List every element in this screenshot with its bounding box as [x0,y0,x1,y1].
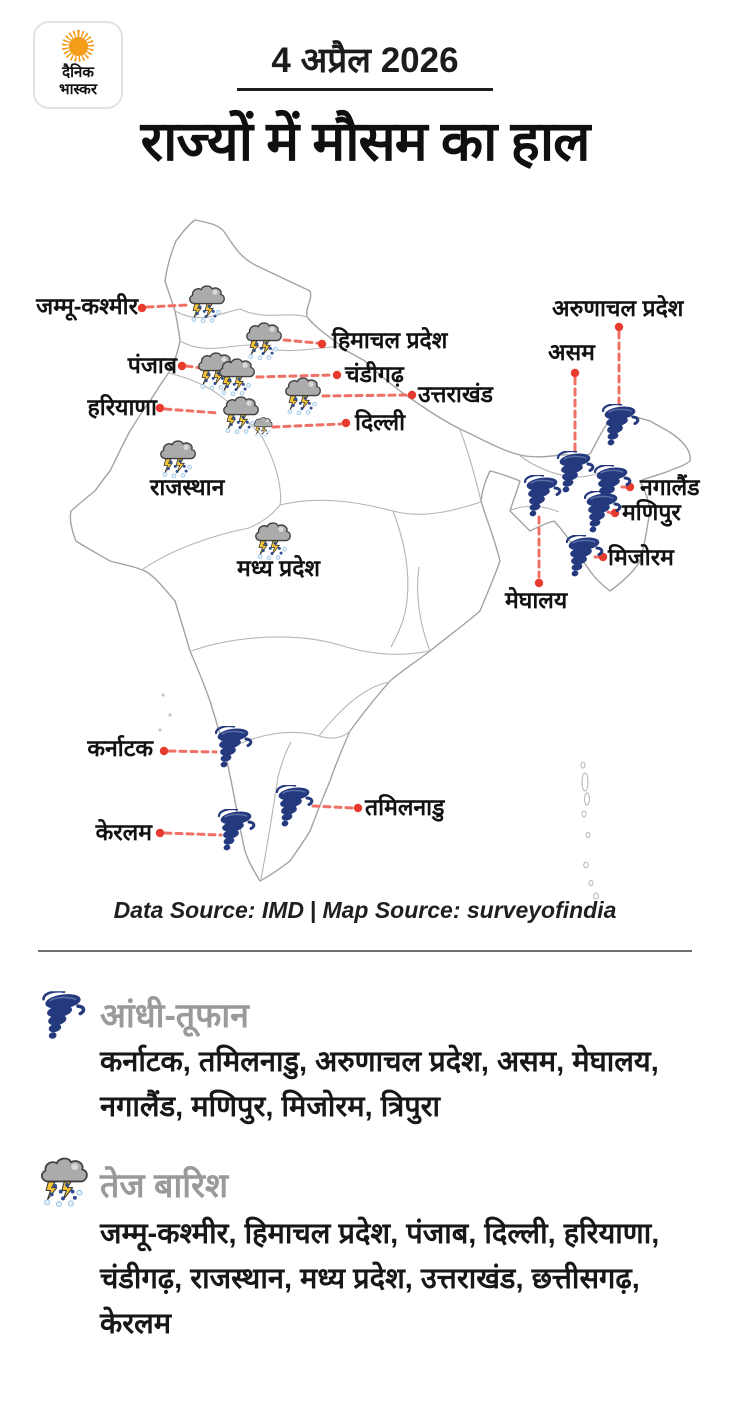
rain-icon-chandigarh [220,359,254,396]
storm-rain-icon [37,1157,89,1207]
map-label-manipur: मणिपुर [622,499,681,525]
tornado-icon [40,991,86,1042]
leader-uttarakhand [323,395,407,396]
tornado-icon-arunachal [603,404,638,446]
leader-tamil-nadu [313,806,353,808]
map-label-punjab: पंजाब [127,352,177,378]
map-label-keralam: केरलम [95,819,152,845]
rain-icon-delhi [254,418,272,437]
map-label-jammu-kashmir: जम्मू-कश्मीर [36,293,138,319]
legend-storm-states: कर्नाटक, तमिलनाडु, अरुणाचल प्रदेश, असम, मेघालय, नगालैंड, मणिपुर, मिजोरम, त्रिपुरा [100,1046,659,1123]
tornado-icons [216,404,638,851]
map-label-rajasthan: राजस्थान [150,474,225,500]
leader-manipur [608,512,611,513]
date-heading: 4 अप्रैल 2026 [271,41,459,80]
leader-chandigarh [257,375,332,377]
india-weather-map [36,205,700,905]
tornado-icon-assam [558,451,593,493]
tornado-icon-tamil-nadu [277,785,312,827]
date-underline [237,88,493,91]
rain-icon-himachal [247,323,281,360]
map-label-delhi: दिल्ली [355,409,406,435]
map-label-arunachal: अरुणाचल प्रदेश [552,295,684,321]
source-line [0,897,730,924]
map-label-meghalaya: मेघालय [505,587,568,613]
map-label-haryana: हरियाणा [87,394,157,420]
map-label-chandigarh: चंडीगढ़ [345,361,404,387]
logo-line2: भास्कर [59,81,97,98]
map-label-assam: असम [548,339,595,365]
legend-storm-title: आंधी-तूफान [100,997,250,1035]
map-label-tamil-nadu: तमिलनाडु [365,794,445,820]
map-source-text: Map Source: surveyofindia [322,897,617,923]
rain-icons [161,286,320,560]
legend-rain-title: तेज बारिश [100,1167,229,1205]
leader-karnataka [169,751,216,752]
tornado-icon-keralam [219,809,254,851]
map-label-madhya-pradesh: मध्य प्रदेश [237,555,321,581]
leader-haryana [165,409,218,413]
leader-keralam [165,833,221,835]
map-label-nagaland: नगालैंड [640,474,700,500]
section-divider [38,950,692,952]
leader-delhi [273,424,341,427]
source-separator: | [310,897,317,923]
map-label-mizoram: मिजोरम [608,544,674,570]
map-label-himachal: हिमाचल प्रदेश [332,327,448,353]
rain-icon-haryana [224,397,258,434]
leader-jammu-kashmir [147,305,188,307]
map-label-uttarakhand: उत्तराखंड [418,381,493,407]
data-source-text: Data Source: IMD [113,897,305,923]
map-label-karnataka: कर्नाटक [87,735,153,761]
page-title: राज्यों में मौसम का हाल [140,110,590,172]
tornado-icon-karnataka [216,726,251,768]
rain-icon-uttarakhand [286,378,320,415]
legend-rain-states: जम्मू-कश्मीर, हिमाचल प्रदेश, पंजाब, दिल्ली, हरियाणा, चंडीगढ़, राजस्थान, मध्य प्रदेश, उत्तराखंड, छत्तीसगढ़, केरलम [100,1218,660,1340]
logo-line1: दैनिक [62,64,94,81]
leader-himachal [284,340,317,343]
